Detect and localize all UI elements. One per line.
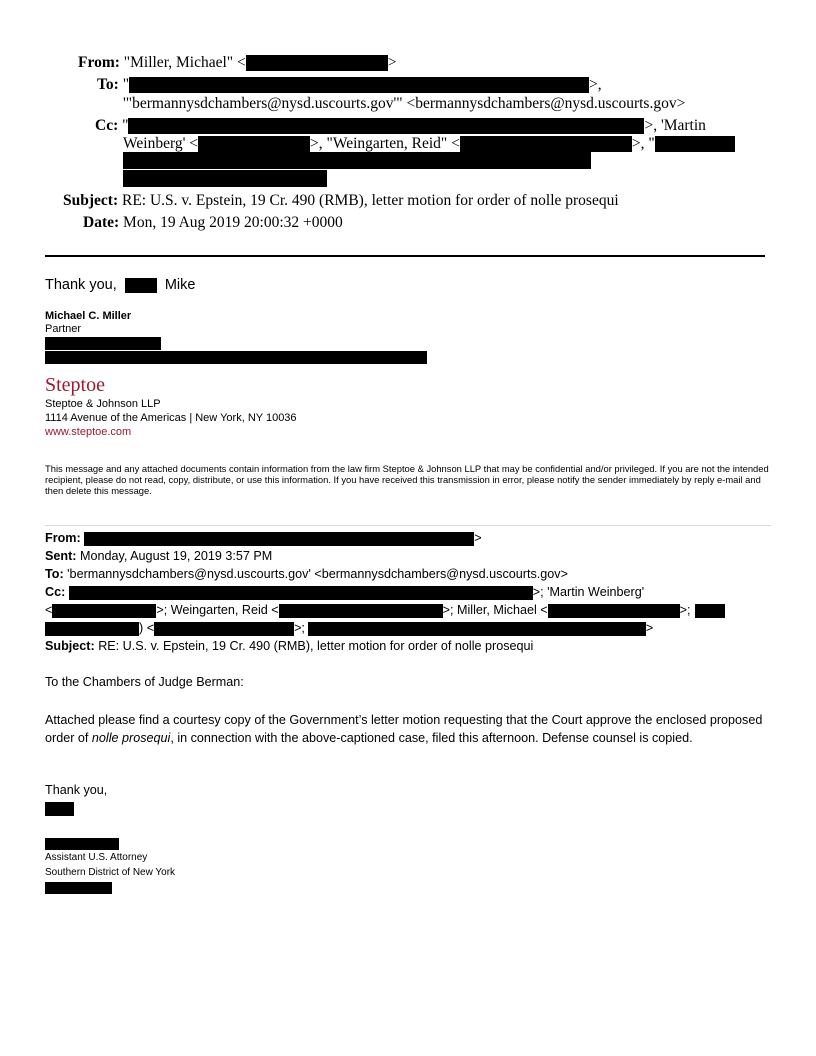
firm-name: Steptoe & Johnson LLP	[45, 398, 161, 410]
header-divider	[45, 255, 765, 257]
header-from-row: From: "Miller, Michael" < >	[78, 54, 397, 71]
header-date-row	[83, 214, 343, 232]
redaction	[45, 351, 427, 364]
header-subject-row	[63, 192, 619, 210]
original-from-row: From: >	[45, 531, 482, 545]
redaction	[460, 136, 632, 152]
redaction	[123, 152, 591, 169]
ausa-title: Assistant U.S. Attorney	[45, 852, 148, 863]
redaction	[548, 604, 680, 618]
redaction	[246, 55, 388, 71]
firm-website-link[interactable]: www.steptoe.com	[45, 426, 132, 438]
redaction	[45, 337, 161, 350]
signature-name: Michael C. Miller	[45, 310, 132, 322]
date-label: Date:	[83, 214, 120, 231]
from-value: "Miller, Michael" <	[123, 54, 246, 71]
salutation: To the Chambers of Judge Berman:	[45, 675, 244, 689]
original-cc-line3: ) < >; >	[45, 621, 653, 636]
header-cc-row: Cc: " >, 'Martin	[95, 117, 706, 134]
from-label: From:	[78, 54, 120, 71]
ausa-office: Southern District of New York	[45, 867, 176, 878]
redaction	[45, 882, 112, 894]
header-to-line2: '"bermannysdchambers@nysd.uscourts.gov'" <bermannysdchambers@nysd.uscourts.gov>	[123, 95, 686, 112]
redaction	[123, 170, 327, 187]
message-body: Attached please find a courtesy copy of the Government’s letter motion requesting that the Court approve the enclosed proposed order of nolle prosequi, in connection with the above-captioned case, filed this afternoon. Defense counsel is copied.	[45, 713, 763, 745]
firm-address: 1114 Avenue of the Americas | New York, NY 10036	[45, 412, 297, 424]
steptoe-logo: Steptoe	[45, 374, 105, 396]
redaction	[695, 604, 725, 618]
redaction	[125, 278, 157, 293]
cc-label: Cc:	[95, 117, 119, 134]
redaction	[69, 586, 533, 600]
header-cc-line2: Weinberg' < >, "Weingarten, Reid" < >, "	[123, 135, 735, 153]
subject-value: RE: U.S. v. Epstein, 19 Cr. 490 (RMB), letter motion for order of nolle prosequi	[121, 192, 619, 209]
redaction	[154, 622, 294, 636]
redaction	[129, 77, 589, 93]
confidentiality-disclaimer: This message and any attached documents contain information from the law firm Steptoe & Johnson LLP that may be confidential and/or privileged. If you are not the intended recipient, please do not read, copy, distribute, or use this information. If you have received this transmission in error, please notify the sender immediately by reply e-mail and then delete this message.	[45, 463, 769, 497]
date-value: Mon, 19 Aug 2019 20:00:32 +0000	[123, 214, 343, 231]
header-to-row: To: " >,	[97, 76, 602, 93]
redaction	[45, 622, 139, 636]
original-cc-line2: < >; Weingarten, Reid < >; Miller, Michael < >;	[45, 603, 725, 618]
redaction	[84, 532, 474, 546]
redaction	[279, 604, 443, 618]
original-message-divider	[45, 525, 771, 526]
redaction	[308, 622, 646, 636]
redaction	[45, 802, 74, 816]
closing: Thank you,	[45, 783, 108, 797]
signature-title: Partner	[45, 323, 82, 335]
reply-greeting: Thank you, Mike	[45, 277, 196, 293]
redaction	[45, 838, 119, 850]
original-to-row: To: 'bermannysdchambers@nysd.uscourts.gov' <bermannysdchambers@nysd.uscourts.gov>	[45, 567, 568, 581]
original-sent-row: Sent: Monday, August 19, 2019 3:57 PM	[45, 549, 273, 563]
redaction	[52, 604, 156, 618]
redaction	[655, 136, 735, 152]
original-subject-row: Subject: RE: U.S. v. Epstein, 19 Cr. 490 (RMB), letter motion for order of nolle prosequi	[45, 639, 534, 653]
redaction	[198, 136, 310, 152]
subject-label: Subject:	[63, 192, 119, 209]
original-cc-row: Cc: >; 'Martin Weinberg'	[45, 585, 645, 599]
redaction	[128, 118, 644, 134]
to-label: To:	[97, 76, 119, 93]
